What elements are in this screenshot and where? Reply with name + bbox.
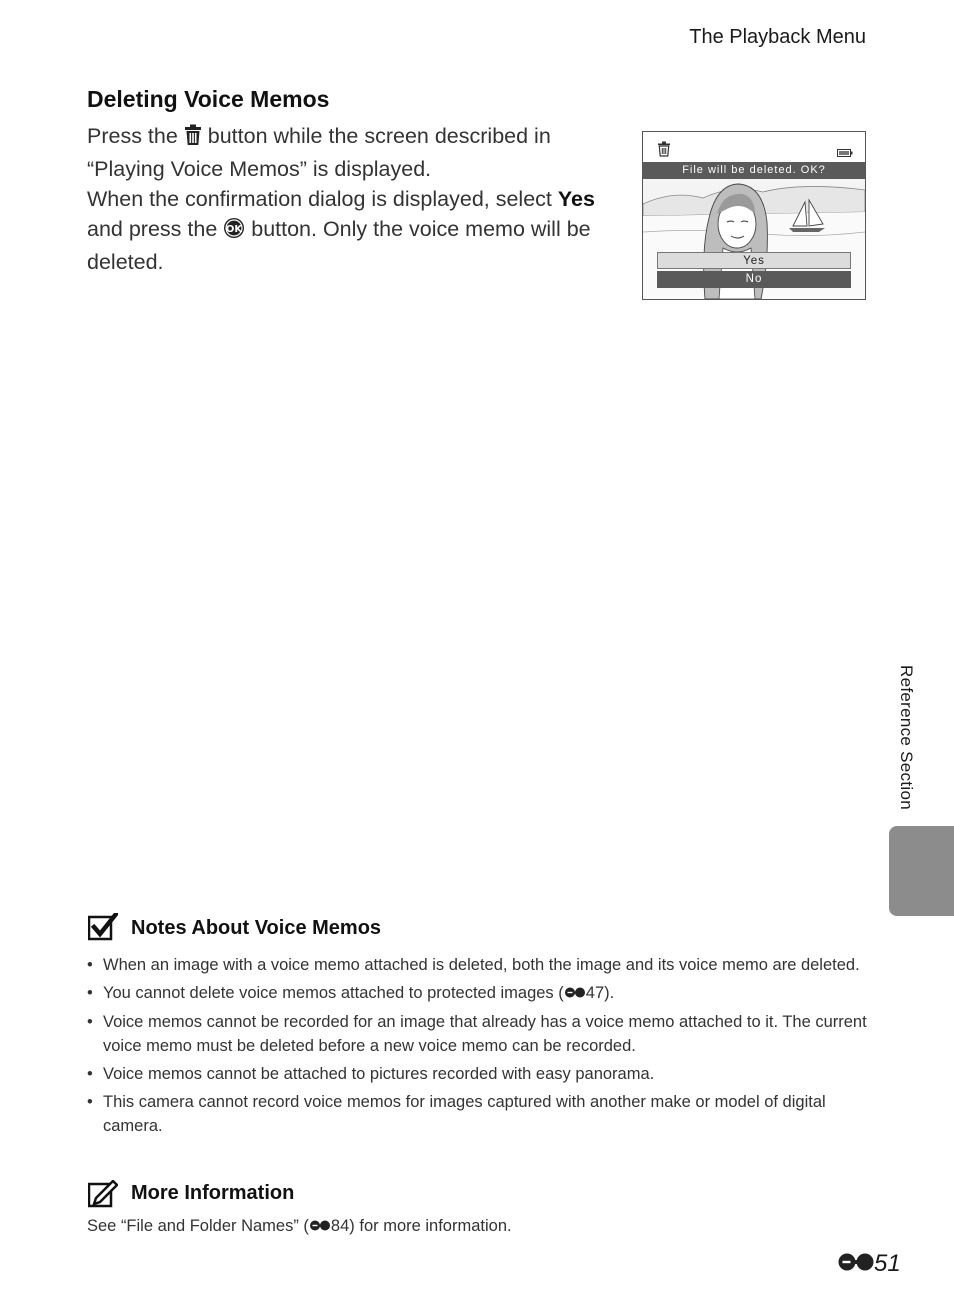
notes-title: Notes About Voice Memos [131,917,382,939]
section-heading: Deleting Voice Memos [87,86,330,112]
note-text: Voice memos cannot be attached to pictures recorded with easy panorama. [103,1065,655,1083]
instruction-paragraph-1 [87,121,617,184]
option-yes[interactable]: Yes [657,252,851,269]
confirmation-message: File will be deleted. OK? [643,162,865,179]
trash-icon [184,124,202,154]
instruction-paragraph-2 [87,184,617,277]
notes-list [87,953,877,1142]
list-item [87,1010,877,1058]
list-item [87,953,877,977]
more-info-title: More Information [131,1182,295,1204]
list-item [87,1062,877,1086]
p2-text-b: and press the [87,217,224,241]
reference-section-icon [838,1251,874,1279]
p1-text-after: button while the screen described in “Playing Voice Memos” is displayed. [87,124,551,181]
more-info-text [87,1217,512,1237]
svg-text:OK: OK [226,224,243,235]
note-text: You cannot delete voice memos attached to protected images ( [103,984,564,1002]
p2-text-c: button. Only the voice memo will be deleted. [87,217,591,274]
reference-section-icon [309,1218,331,1237]
page-number [838,1250,901,1279]
p2-text-a: When the confirmation dialog is displayed, select [87,187,558,211]
camera-screen-illustration [642,131,866,300]
battery-icon [837,144,853,162]
reference-section-icon [564,982,586,1006]
yes-emphasis: Yes [557,187,595,211]
list-item [87,1090,877,1138]
section-tab [889,826,954,916]
sidebar-section-label: Reference Section [897,665,916,810]
more-text-before: See “File and Folder Names” ( [87,1217,309,1235]
note-ref-text: 47). [585,984,615,1002]
option-no[interactable]: No [657,271,851,288]
note-text: Voice memos cannot be recorded for an image that already has a voice memo attached to it. The current voice memo must be deleted before a new voice memo can be recorded. [103,1013,867,1055]
more-ref-text: 84) for more information. [330,1217,512,1235]
list-item [87,981,877,1006]
note-text: This camera cannot record voice memos for images captured with another make or model of digital camera. [103,1093,826,1135]
screen-trash-icon [657,141,671,162]
ok-button-icon [223,217,245,247]
pencil-info-icon [88,1180,118,1213]
check-note-icon [88,913,118,946]
page-number-text: 51 [874,1250,901,1277]
p1-text-before: Press the [87,124,184,148]
running-header: The Playback Menu [689,26,866,48]
note-text: When an image with a voice memo attached is deleted, both the image and its voice memo are deleted. [103,956,860,974]
